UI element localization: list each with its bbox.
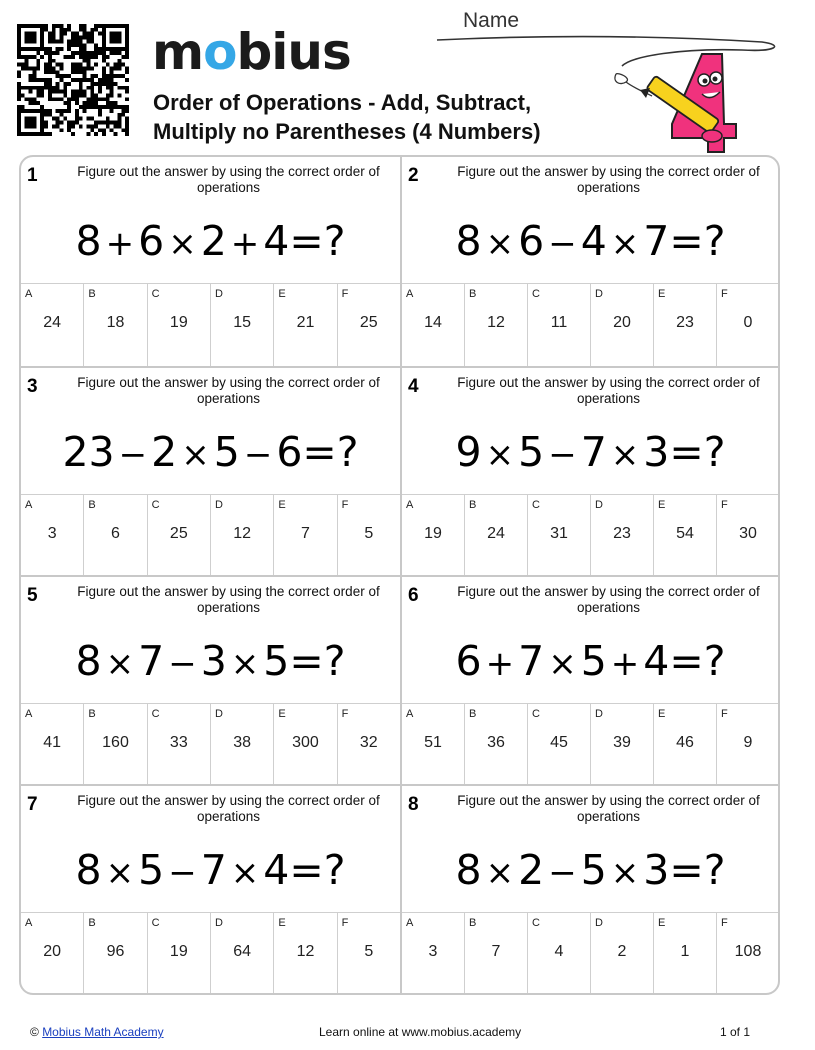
- choice-letter: D: [595, 917, 603, 929]
- problem-grid: [19, 155, 780, 995]
- choice-value: 3: [47, 525, 57, 542]
- answer-choice-b[interactable]: [464, 284, 527, 366]
- problem-expression: [402, 211, 779, 271]
- problem-card-6: [400, 575, 779, 784]
- answer-choice-f[interactable]: [716, 704, 779, 786]
- problem-number: 2: [408, 165, 419, 186]
- choice-letter: A: [406, 288, 414, 300]
- choice-value: 0: [743, 314, 753, 331]
- problem-instruction: Figure out the answer by using the correct order of operations: [457, 164, 760, 195]
- choice-letter: F: [721, 708, 728, 720]
- operand: 8: [75, 217, 102, 265]
- answer-choice-e[interactable]: [653, 913, 716, 995]
- worksheet-title: [153, 88, 541, 146]
- operand: 8: [455, 846, 482, 894]
- choice-letter: A: [25, 708, 33, 720]
- choice-value: 12: [296, 943, 315, 960]
- operator: ×: [610, 853, 640, 893]
- choice-letter: A: [25, 499, 33, 511]
- choice-letter: C: [532, 499, 540, 511]
- answer-choice-a[interactable]: [402, 495, 464, 577]
- choice-letter: E: [658, 499, 666, 511]
- logo-letter: s: [322, 23, 351, 81]
- operand: =?: [302, 428, 359, 476]
- operand: =?: [289, 217, 346, 265]
- answer-choices: [21, 912, 400, 995]
- operator: ×: [485, 224, 515, 264]
- footer-copyright: [30, 1025, 164, 1039]
- operand: 4: [643, 637, 670, 685]
- choice-letter: D: [595, 499, 603, 511]
- operator: ×: [485, 435, 515, 475]
- answer-choice-e[interactable]: [273, 913, 336, 995]
- choice-value: 108: [734, 943, 762, 960]
- choice-value: 6: [111, 525, 120, 542]
- choice-value: 20: [613, 314, 631, 331]
- answer-choices: [402, 703, 779, 786]
- answer-choice-d[interactable]: [210, 495, 273, 577]
- answer-choice-c[interactable]: [147, 704, 210, 786]
- choice-value: 45: [550, 734, 568, 751]
- operand: 7: [643, 217, 670, 265]
- academy-link[interactable]: Mobius Math Academy: [42, 1025, 164, 1039]
- operand: =?: [289, 846, 346, 894]
- operator: −: [548, 435, 577, 475]
- operand: =?: [669, 217, 726, 265]
- choice-value: 5: [364, 525, 374, 542]
- choice-value: 160: [102, 734, 129, 751]
- choice-letter: B: [469, 708, 477, 720]
- choice-value: 30: [739, 525, 757, 542]
- choice-letter: B: [88, 917, 96, 929]
- choice-letter: A: [406, 499, 414, 511]
- operand: 5: [518, 428, 545, 476]
- answer-choice-d[interactable]: [210, 913, 273, 995]
- choice-letter: D: [595, 708, 603, 720]
- answer-choice-a[interactable]: [402, 704, 464, 786]
- choice-value: 33: [169, 734, 188, 751]
- problem-number: 8: [408, 794, 419, 815]
- problem-number: 7: [27, 794, 38, 815]
- logo-letter: o: [203, 23, 237, 81]
- answer-choices: [402, 494, 779, 577]
- operand: 5: [138, 846, 165, 894]
- operand: =?: [669, 637, 726, 685]
- choice-letter: F: [341, 288, 349, 300]
- logo-letter: i: [271, 23, 288, 81]
- operator: −: [548, 853, 577, 893]
- answer-choice-f[interactable]: [337, 284, 400, 366]
- operator: −: [118, 435, 148, 475]
- choice-value: 18: [106, 314, 125, 331]
- operator: −: [548, 224, 577, 264]
- choice-letter: F: [721, 499, 728, 511]
- answer-choice-b[interactable]: [83, 913, 146, 995]
- operand: 8: [75, 846, 102, 894]
- choice-letter: D: [214, 288, 223, 300]
- operand: 3: [200, 637, 227, 685]
- operator: −: [168, 853, 197, 893]
- choice-value: 19: [424, 525, 442, 542]
- operator: ×: [105, 853, 135, 893]
- answer-choice-a[interactable]: [402, 284, 464, 366]
- choice-value: 46: [676, 734, 694, 751]
- operand: 6: [138, 217, 165, 265]
- operator: ×: [230, 644, 260, 684]
- problem-card-7: [21, 784, 400, 993]
- answer-choice-e[interactable]: [273, 495, 336, 577]
- page-indicator: 1 of 1: [720, 1025, 751, 1039]
- choice-value: 32: [359, 734, 378, 751]
- operand: 23: [62, 428, 115, 476]
- choice-letter: D: [214, 499, 223, 511]
- choice-value: 41: [43, 734, 62, 751]
- operand: 4: [263, 846, 290, 894]
- answer-choice-d[interactable]: [210, 704, 273, 786]
- problem-instruction: Figure out the answer by using the correct order of operations: [457, 793, 760, 824]
- choice-value: 3: [428, 943, 438, 960]
- choice-letter: E: [278, 288, 286, 300]
- problem-expression: [402, 631, 779, 691]
- choice-value: 25: [359, 314, 378, 331]
- choice-letter: B: [469, 917, 477, 929]
- answer-choice-b[interactable]: [464, 704, 527, 786]
- answer-choice-a[interactable]: [21, 704, 83, 786]
- problem-expression: [21, 631, 400, 691]
- answer-choices: [402, 912, 779, 995]
- operand: 5: [263, 637, 290, 685]
- choice-value: 15: [233, 314, 252, 331]
- choice-letter: F: [341, 917, 349, 929]
- answer-choice-f[interactable]: [337, 913, 400, 995]
- choice-value: 14: [424, 314, 442, 331]
- answer-choice-c[interactable]: [147, 284, 210, 366]
- answer-choice-b[interactable]: [83, 284, 146, 366]
- operand: 2: [151, 428, 178, 476]
- logo-letter: b: [236, 23, 272, 81]
- answer-choices: [21, 703, 400, 786]
- choice-letter: C: [151, 917, 160, 929]
- choice-value: 2: [617, 943, 627, 960]
- answer-choice-d[interactable]: [210, 284, 273, 366]
- answer-choice-c[interactable]: [527, 913, 590, 995]
- operand: 8: [455, 217, 482, 265]
- operator: ×: [610, 435, 640, 475]
- mascot-icon: [612, 52, 742, 157]
- choice-value: 12: [487, 314, 505, 331]
- operand: 4: [263, 217, 290, 265]
- choice-value: 24: [487, 525, 505, 542]
- choice-letter: E: [658, 288, 666, 300]
- choice-value: 54: [676, 525, 694, 542]
- answer-choice-b[interactable]: [464, 913, 527, 995]
- choice-letter: C: [151, 708, 160, 720]
- answer-choice-d[interactable]: [590, 704, 653, 786]
- choice-letter: C: [532, 708, 540, 720]
- answer-choice-b[interactable]: [464, 495, 527, 577]
- operand: 5: [580, 846, 607, 894]
- choice-value: 21: [296, 314, 315, 331]
- operand: 6: [455, 637, 482, 685]
- answer-choice-a[interactable]: [21, 913, 83, 995]
- choice-letter: E: [658, 917, 666, 929]
- answer-choice-e[interactable]: [273, 704, 336, 786]
- choice-letter: B: [88, 499, 96, 511]
- operand: 7: [200, 846, 227, 894]
- copyright-symbol: ©: [30, 1025, 39, 1039]
- choice-letter: E: [278, 499, 286, 511]
- problem-instruction: Figure out the answer by using the correct order of operations: [77, 584, 380, 615]
- answer-choice-a[interactable]: [21, 284, 83, 366]
- problem-card-4: [400, 366, 779, 575]
- choice-value: 5: [364, 943, 374, 960]
- operand: =?: [669, 428, 726, 476]
- logo-letter: m: [152, 23, 204, 81]
- title-line-1: Order of Operations - Add, Subtract,: [153, 90, 532, 115]
- answer-choice-f[interactable]: [337, 704, 400, 786]
- choice-letter: B: [88, 288, 96, 300]
- choice-value: 25: [169, 525, 188, 542]
- choice-letter: C: [151, 288, 160, 300]
- operand: 7: [138, 637, 165, 685]
- choice-value: 31: [550, 525, 568, 542]
- answer-choice-e[interactable]: [653, 704, 716, 786]
- choice-letter: C: [151, 499, 160, 511]
- name-label: Name: [463, 9, 520, 32]
- choice-value: 7: [491, 943, 501, 960]
- choice-letter: C: [532, 917, 540, 929]
- answer-choice-f[interactable]: [716, 284, 779, 366]
- answer-choices: [402, 283, 779, 366]
- choice-value: 300: [292, 734, 319, 751]
- problem-instruction: Figure out the answer by using the correct order of operations: [457, 375, 760, 406]
- choice-letter: A: [25, 917, 33, 929]
- operator: +: [105, 224, 135, 264]
- operand: 2: [200, 217, 227, 265]
- problem-number: 5: [27, 585, 38, 606]
- choice-letter: F: [341, 499, 349, 511]
- operator: +: [610, 644, 640, 684]
- qr-code-icon: [17, 24, 129, 136]
- operand: 3: [643, 428, 670, 476]
- operator: −: [243, 435, 273, 475]
- choice-letter: F: [721, 917, 728, 929]
- choice-letter: D: [595, 288, 603, 300]
- choice-letter: E: [278, 708, 286, 720]
- answer-choice-f[interactable]: [716, 913, 779, 995]
- answer-choice-a[interactable]: [21, 495, 83, 577]
- choice-letter: E: [278, 917, 286, 929]
- operand: 5: [580, 637, 607, 685]
- operator: ×: [610, 224, 640, 264]
- problem-expression: [21, 422, 400, 482]
- operand: 5: [213, 428, 240, 476]
- operator: ×: [485, 853, 515, 893]
- footer-center-text: Learn online at www.mobius.academy: [319, 1025, 522, 1039]
- operator: −: [168, 644, 197, 684]
- choice-letter: D: [214, 917, 223, 929]
- choice-letter: B: [469, 499, 477, 511]
- choice-value: 23: [613, 525, 631, 542]
- problem-number: 6: [408, 585, 419, 606]
- answer-choice-c[interactable]: [527, 284, 590, 366]
- choice-value: 24: [43, 314, 62, 331]
- choice-value: 19: [169, 943, 188, 960]
- choice-value: 20: [43, 943, 62, 960]
- title-line-2: Multiply no Parentheses (4 Numbers): [153, 119, 541, 144]
- choice-value: 1: [680, 943, 690, 960]
- choice-value: 39: [613, 734, 631, 751]
- operand: =?: [669, 846, 726, 894]
- problem-expression: [402, 840, 779, 900]
- choice-value: 64: [233, 943, 252, 960]
- answer-choice-f[interactable]: [716, 495, 779, 577]
- logo-letter: u: [287, 23, 323, 81]
- operand: =?: [289, 637, 346, 685]
- choice-value: 51: [424, 734, 442, 751]
- choice-letter: F: [341, 708, 349, 720]
- problem-instruction: Figure out the answer by using the correct order of operations: [457, 584, 760, 615]
- choice-letter: A: [25, 288, 33, 300]
- operator: +: [230, 224, 260, 264]
- operand: 3: [643, 846, 670, 894]
- choice-letter: A: [406, 917, 414, 929]
- answer-choice-c[interactable]: [147, 913, 210, 995]
- operand: 7: [518, 637, 545, 685]
- choice-value: 38: [233, 734, 252, 751]
- answer-choice-d[interactable]: [590, 913, 653, 995]
- operand: 4: [580, 217, 607, 265]
- operator: ×: [168, 224, 197, 264]
- choice-letter: B: [88, 708, 96, 720]
- problem-number: 3: [27, 376, 38, 397]
- choice-value: 12: [233, 525, 252, 542]
- choice-letter: D: [214, 708, 223, 720]
- operand: 2: [518, 846, 545, 894]
- problem-card-3: [21, 366, 400, 575]
- operand: 6: [518, 217, 545, 265]
- answer-choice-d[interactable]: [590, 284, 653, 366]
- choice-value: 23: [676, 314, 694, 331]
- operator: ×: [181, 435, 210, 475]
- answer-choices: [21, 283, 400, 366]
- choice-value: 36: [487, 734, 505, 751]
- problem-expression: [21, 840, 400, 900]
- operator: ×: [230, 853, 260, 893]
- logo-wordmark: [152, 23, 351, 81]
- answer-choice-c[interactable]: [527, 495, 590, 577]
- mobius-logo: [152, 22, 351, 82]
- answer-choice-c[interactable]: [527, 704, 590, 786]
- problem-instruction: Figure out the answer by using the correct order of operations: [77, 793, 380, 824]
- answer-choice-e[interactable]: [653, 284, 716, 366]
- operand: 6: [276, 428, 303, 476]
- answer-choice-c[interactable]: [147, 495, 210, 577]
- choice-letter: C: [532, 288, 540, 300]
- answer-choice-e[interactable]: [273, 284, 336, 366]
- operand: 9: [455, 428, 482, 476]
- problem-card-5: [21, 575, 400, 784]
- operand: 7: [580, 428, 607, 476]
- operator: +: [485, 644, 515, 684]
- choice-value: 11: [550, 314, 568, 331]
- operand: 8: [75, 637, 102, 685]
- operator: ×: [548, 644, 577, 684]
- problem-expression: [21, 211, 400, 271]
- operator: ×: [105, 644, 135, 684]
- choice-value: 4: [554, 943, 564, 960]
- problem-number: 4: [408, 376, 419, 397]
- problem-instruction: Figure out the answer by using the correct order of operations: [77, 164, 380, 195]
- problem-number: 1: [27, 165, 38, 186]
- answer-choice-b[interactable]: [83, 495, 146, 577]
- choice-letter: A: [406, 708, 414, 720]
- choice-letter: B: [469, 288, 477, 300]
- choice-value: 7: [301, 525, 310, 542]
- choice-value: 9: [743, 734, 753, 751]
- answer-choice-f[interactable]: [337, 495, 400, 577]
- answer-choices: [21, 494, 400, 577]
- choice-letter: F: [721, 288, 728, 300]
- problem-card-2: [400, 157, 779, 366]
- choice-letter: E: [658, 708, 666, 720]
- problem-card-1: [21, 157, 400, 366]
- choice-value: 96: [106, 943, 125, 960]
- answer-choice-a[interactable]: [402, 913, 464, 995]
- problem-card-8: [400, 784, 779, 993]
- problem-expression: [402, 422, 779, 482]
- answer-choice-b[interactable]: [83, 704, 146, 786]
- answer-choice-e[interactable]: [653, 495, 716, 577]
- choice-value: 19: [169, 314, 188, 331]
- answer-choice-d[interactable]: [590, 495, 653, 577]
- problem-instruction: Figure out the answer by using the correct order of operations: [77, 375, 380, 406]
